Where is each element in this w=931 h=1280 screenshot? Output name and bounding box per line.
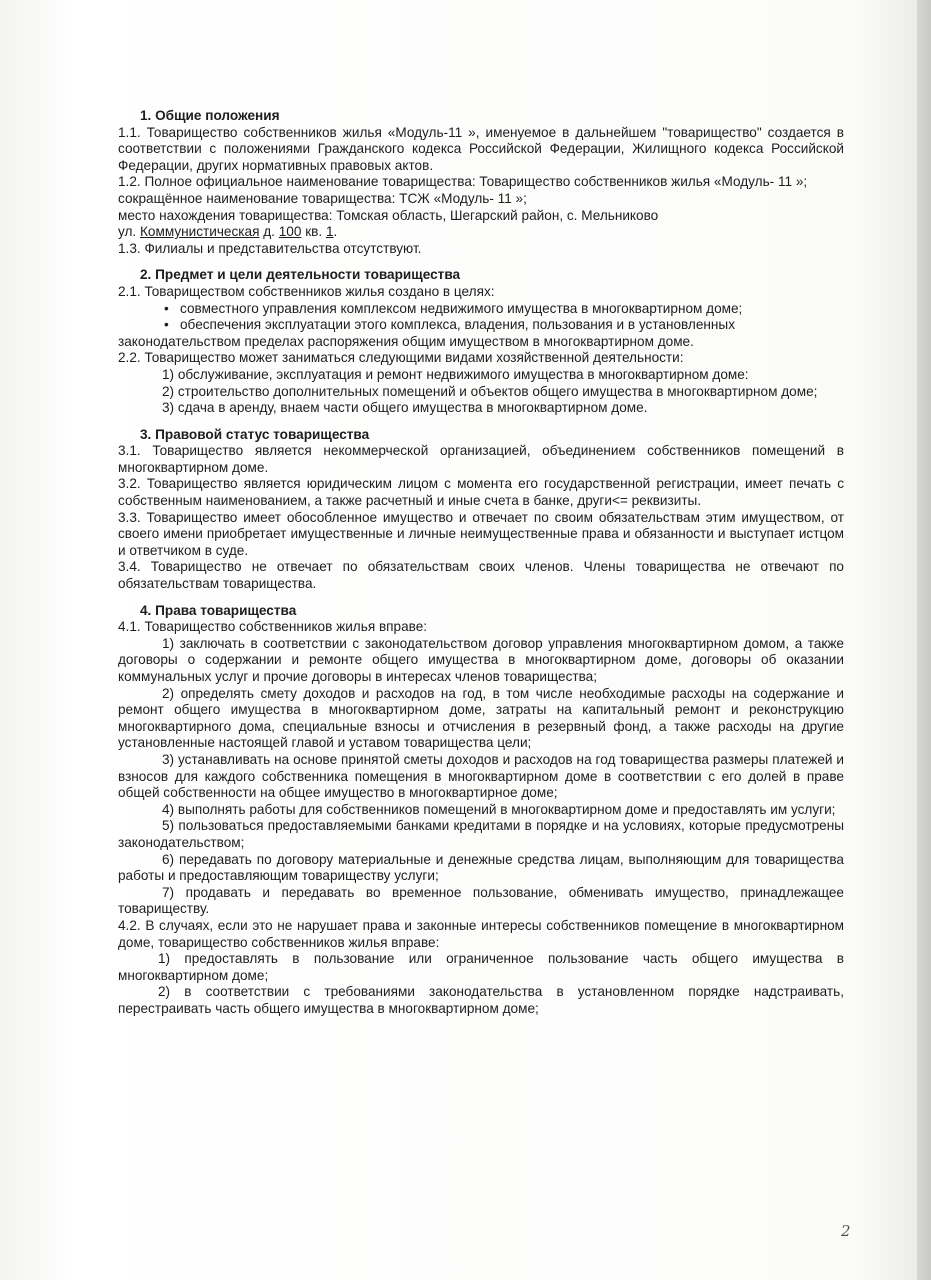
section-3-title: 3. Правовой статус товарищества bbox=[140, 426, 370, 442]
para-2-1: 2.1. Товариществом собственников жилья создано в целях: bbox=[118, 283, 495, 299]
document-body bbox=[118, 108, 844, 1027]
section-1 bbox=[118, 108, 844, 257]
right-item-4: 4) выполнять работы для собственников помещений в многоквартирном доме и предоставлять им услуги; bbox=[162, 801, 836, 817]
right-item-2: 2) определять смету доходов и расходов на год, в том числе необходимые расходы на содержание и ремонт общего имущества в многоквартирном доме, затраты на капитальный ремонт и реконструкцию многоквартирного дома, специальные взносы и отчисления в резервный фонд, а также расходы на другие установленные настоящей главой и уставом товарищества цели; bbox=[118, 685, 844, 751]
bullet-item-2 bbox=[164, 317, 844, 334]
addr-apt: 1 bbox=[325, 224, 334, 240]
addr-ul: ул. bbox=[118, 224, 137, 240]
page-edge-shadow bbox=[917, 0, 931, 1280]
section-3 bbox=[118, 427, 844, 593]
bullet-item-1 bbox=[164, 301, 844, 318]
addr-street: Коммунистическая bbox=[140, 224, 260, 240]
section-4 bbox=[118, 603, 844, 1018]
activity-item-2: 2) строительство дополнительных помещений и объектов общего имущества в многоквартирном доме; bbox=[162, 383, 818, 399]
para-3-2: 3.2. Товарищество является юридическим лицом с момента его государственной регистрации, имеет печать с собственным наименованием, а также расчетный и иные счета в банке, други<= реквизиты. bbox=[118, 476, 844, 509]
right-item-1: 1) заключать в соответствии с законодательством договор управления многоквартирном домом, а также договоры о содержании и ремонте общего имущества в многоквартирном доме, договоры об оказании коммунальных услуг и прочие договоры в интересах членов товарищества; bbox=[118, 635, 844, 684]
section-2 bbox=[118, 267, 844, 416]
para-2-2: 2.2. Товарищество может заниматься следующими видами хозяйственной деятельности: bbox=[118, 350, 684, 366]
right-item-6: 6) передавать по договору материальные и денежные средства лицам, выполняющим для товарищества работы и предоставляющим товариществу услуги; bbox=[118, 851, 844, 884]
para-location: место нахождения товарищества: Томская область, Шегарский район, с. Мельниково bbox=[118, 207, 659, 223]
right-item-7: 7) продавать и передавать во временное пользование, обменивать имущество, принадлежащее товариществу. bbox=[118, 884, 844, 917]
bullet-text-2: обеспечения эксплуатации этого комплекса, владения, пользования и в установленных bbox=[180, 317, 735, 333]
bullet-icon: • bbox=[164, 300, 169, 316]
addr-kv: кв. bbox=[305, 224, 323, 240]
activity-item-3: 3) сдача в аренду, внаем части общего имущества в многоквартирном доме. bbox=[162, 400, 648, 416]
bullet-icon: • bbox=[164, 317, 169, 333]
addr-house: 100 bbox=[278, 224, 302, 240]
para-3-3: 3.3. Товарищество имеет обособленное имущество и отвечает по своим обязательствам этим имуществом, от своего имени приобретает имущественные и личные неимущественные права и обязанности и выступает истцом и ответчиком в суде. bbox=[118, 509, 844, 558]
para-4-2: 4.2. В случаях, если это не нарушает права и законные интересы собственников помещение в многоквартирном доме, товарищество собственников жилья вправе: bbox=[118, 917, 844, 950]
para-short-name: сокращённое наименование товарищества: ТСЖ «Модуль- 11 »; bbox=[118, 190, 527, 206]
page-number-mark: 2 bbox=[841, 1222, 851, 1240]
para-4-1: 4.1. Товарищество собственников жилья вправе: bbox=[118, 619, 428, 635]
addr-end: . bbox=[333, 224, 338, 240]
para-address bbox=[118, 224, 844, 241]
section-4-title: 4. Права товарищества bbox=[140, 602, 297, 618]
right-item-3: 3) устанавливать на основе принятой сметы доходов и расходов на год товарищества размеры платежей и взносов для каждого собственника помещения в многоквартирном доме в соответствии с его долей в праве общей собственности на общее имущество в многоквартирное доме; bbox=[118, 751, 844, 801]
para-3-1: 3.1. Товарищество является некоммерческой организацией, объединением собственников помещений в многоквартирном доме. bbox=[118, 443, 844, 475]
addr-d: д. bbox=[263, 224, 275, 240]
bullet-text-2-cont: законодательством пределах распоряжения общим имуществом в многоквартирном доме. bbox=[118, 333, 694, 349]
section-1-title: 1. Общие положения bbox=[140, 108, 280, 123]
section-2-title: 2. Предмет и цели деятельности товарищества bbox=[140, 267, 461, 283]
para-1-1: 1.1. Товарищество собственников жилья «Модуль-11 », именуемое в дальнейшем "товарищество" создается в соответствии с положениями Гражданского кодекса Российской Федерации, Жилищного кодекса Российской Федерации, других нормативных правовых актов. bbox=[118, 124, 844, 173]
case-item-1: 1) предоставлять в пользование или ограниченное пользование часть общего имущества в многоквартирном доме; bbox=[118, 951, 844, 983]
case-item-2: 2) в соответствии с требованиями законодательства в установленном порядке надстраивать, перестраивать часть общего имущества в многоквартирном доме; bbox=[118, 984, 844, 1016]
bullet-text-1: совместного управления комплексом недвижимого имущества в многоквартирном доме; bbox=[180, 300, 743, 316]
para-1-2: 1.2. Полное официальное наименование товарищества: Товарищество собственников жилья «Модуль- 11 »; bbox=[118, 174, 808, 190]
para-1-3: 1.3. Филиалы и представительства отсутствуют. bbox=[118, 240, 422, 256]
activity-item-1: 1) обслуживание, эксплуатация и ремонт недвижимого имущества в многоквартирном доме: bbox=[162, 366, 749, 382]
para-3-4: 3.4. Товарищество не отвечает по обязательствам своих членов. Члены товарищества не отвечают по обязательствам товарищества. bbox=[118, 559, 844, 592]
right-item-5: 5) пользоваться предоставляемыми банками кредитами в порядке и на условиях, которые предусмотрены законодательством; bbox=[118, 818, 844, 850]
